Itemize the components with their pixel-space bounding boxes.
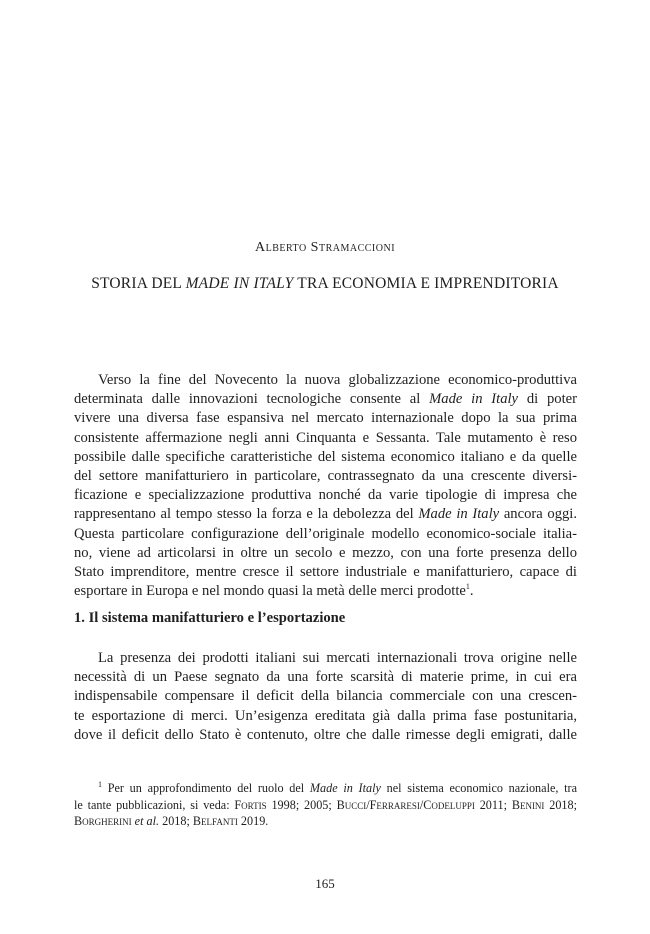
- cited-author: Benini: [511, 797, 545, 812]
- text-line: consistente affermazione negli anni Cinquanta e Sessanta. Tale mutamento è reso: [74, 429, 577, 446]
- cited-author: Borgherini: [74, 814, 132, 828]
- italic-text: Made in Italy: [429, 391, 519, 408]
- footnote-number: 1: [98, 779, 102, 789]
- title-part: TRA ECONOMIA E IMPRENDITORIA: [293, 275, 559, 292]
- text-line: La presenza dei prodotti italiani sui mercati internazionali trova origine nelle: [98, 650, 577, 666]
- footnote-line: [74, 797, 577, 814]
- cited-author: Belfanti: [192, 814, 238, 828]
- section-heading: 1. Il sistema manifatturiero e l’esportazione: [74, 610, 346, 626]
- text-line: no, viene ad articolarsi in oltre un secolo e mezzo, con una forte presenza dello: [74, 544, 577, 561]
- text-run: 1998; 2005;: [266, 797, 337, 812]
- cited-author: Fortis: [234, 797, 267, 812]
- text-run: le tante pubblicazioni, si veda:: [74, 797, 235, 812]
- text-line: [74, 582, 577, 601]
- title-part: STORIA DEL: [91, 275, 186, 292]
- text-run: rappresentano al tempo stesso la forza e la debolezza del: [74, 506, 419, 523]
- footnote-line: [74, 780, 577, 797]
- text-run: nel sistema economico nazionale, tra: [380, 781, 577, 795]
- text-line: te esportazione di merci. Un’esigenza ereditata già dalla prima fase postunitaria,: [74, 707, 577, 724]
- text-line: dove il deficit dello Stato è contenuto, oltre che dalle rimesse degli emigrati, dalle: [74, 726, 577, 743]
- text-run: determinata dalle innovazioni tecnologiche consente al: [74, 391, 430, 408]
- text-run: 2018;: [159, 814, 193, 828]
- cited-author: Bucci/Ferraresi/Codeluppi: [336, 797, 475, 812]
- footnote: [74, 780, 577, 830]
- italic-text: Made in Italy: [309, 781, 381, 795]
- italic-text: et al.: [131, 814, 160, 828]
- text-line: del settore manifatturiero in particolare, contrassegnato da una crescente diversi-: [74, 468, 577, 485]
- text-line: vivere una diversa fase espansiva nel mercato internazionale dopo la sua prima: [74, 410, 577, 427]
- text-run: 2018;: [544, 797, 577, 812]
- text-line: Questa particolare configurazione dell’originale modello economico-sociale italia-: [74, 525, 577, 542]
- text-line: necessità di un Paese segnato da una forte scarsità di materie prime, in cui era: [74, 669, 577, 686]
- text-line: possibile dalle specifiche caratteristiche del sistema economico italiano e da quelle: [74, 448, 577, 465]
- text-line: Verso la fine del Novecento la nuova globalizzazione economico-produttiva: [98, 372, 577, 388]
- body-paragraph: [74, 649, 577, 745]
- footnote-ref[interactable]: 1: [465, 582, 470, 592]
- text-line: [74, 505, 577, 524]
- text-run: .: [469, 583, 474, 600]
- footnote-line: [74, 813, 577, 830]
- text-run: 2011;: [474, 797, 512, 812]
- text-line: ficazione e specializzazione produttiva nonché da varie tipologie di impresa che: [74, 487, 577, 504]
- title-italic: MADE IN ITALY: [185, 275, 294, 292]
- text-run: esportare in Europa e nel mondo quasi la metà delle merci prodotte: [74, 583, 466, 600]
- text-line: indispensabile compensare il deficit della bilancia commerciale con una crescen-: [74, 688, 577, 705]
- text-run: ancora oggi.: [499, 506, 578, 523]
- page-number: 165: [315, 876, 335, 891]
- text-run: 2019.: [237, 814, 269, 828]
- author-name: Alberto Stramaccioni: [254, 240, 396, 255]
- text-run: Per un approfondimento del ruolo del: [107, 781, 310, 795]
- body-paragraph: [74, 371, 577, 601]
- italic-text: Made in Italy: [418, 506, 500, 523]
- text-line: [74, 390, 577, 409]
- chapter-title: [0, 275, 650, 293]
- text-line: Stato imprenditore, mentre cresce il settore industriale e manifatturiero, capace di: [74, 564, 577, 581]
- text-run: di poter: [518, 391, 577, 408]
